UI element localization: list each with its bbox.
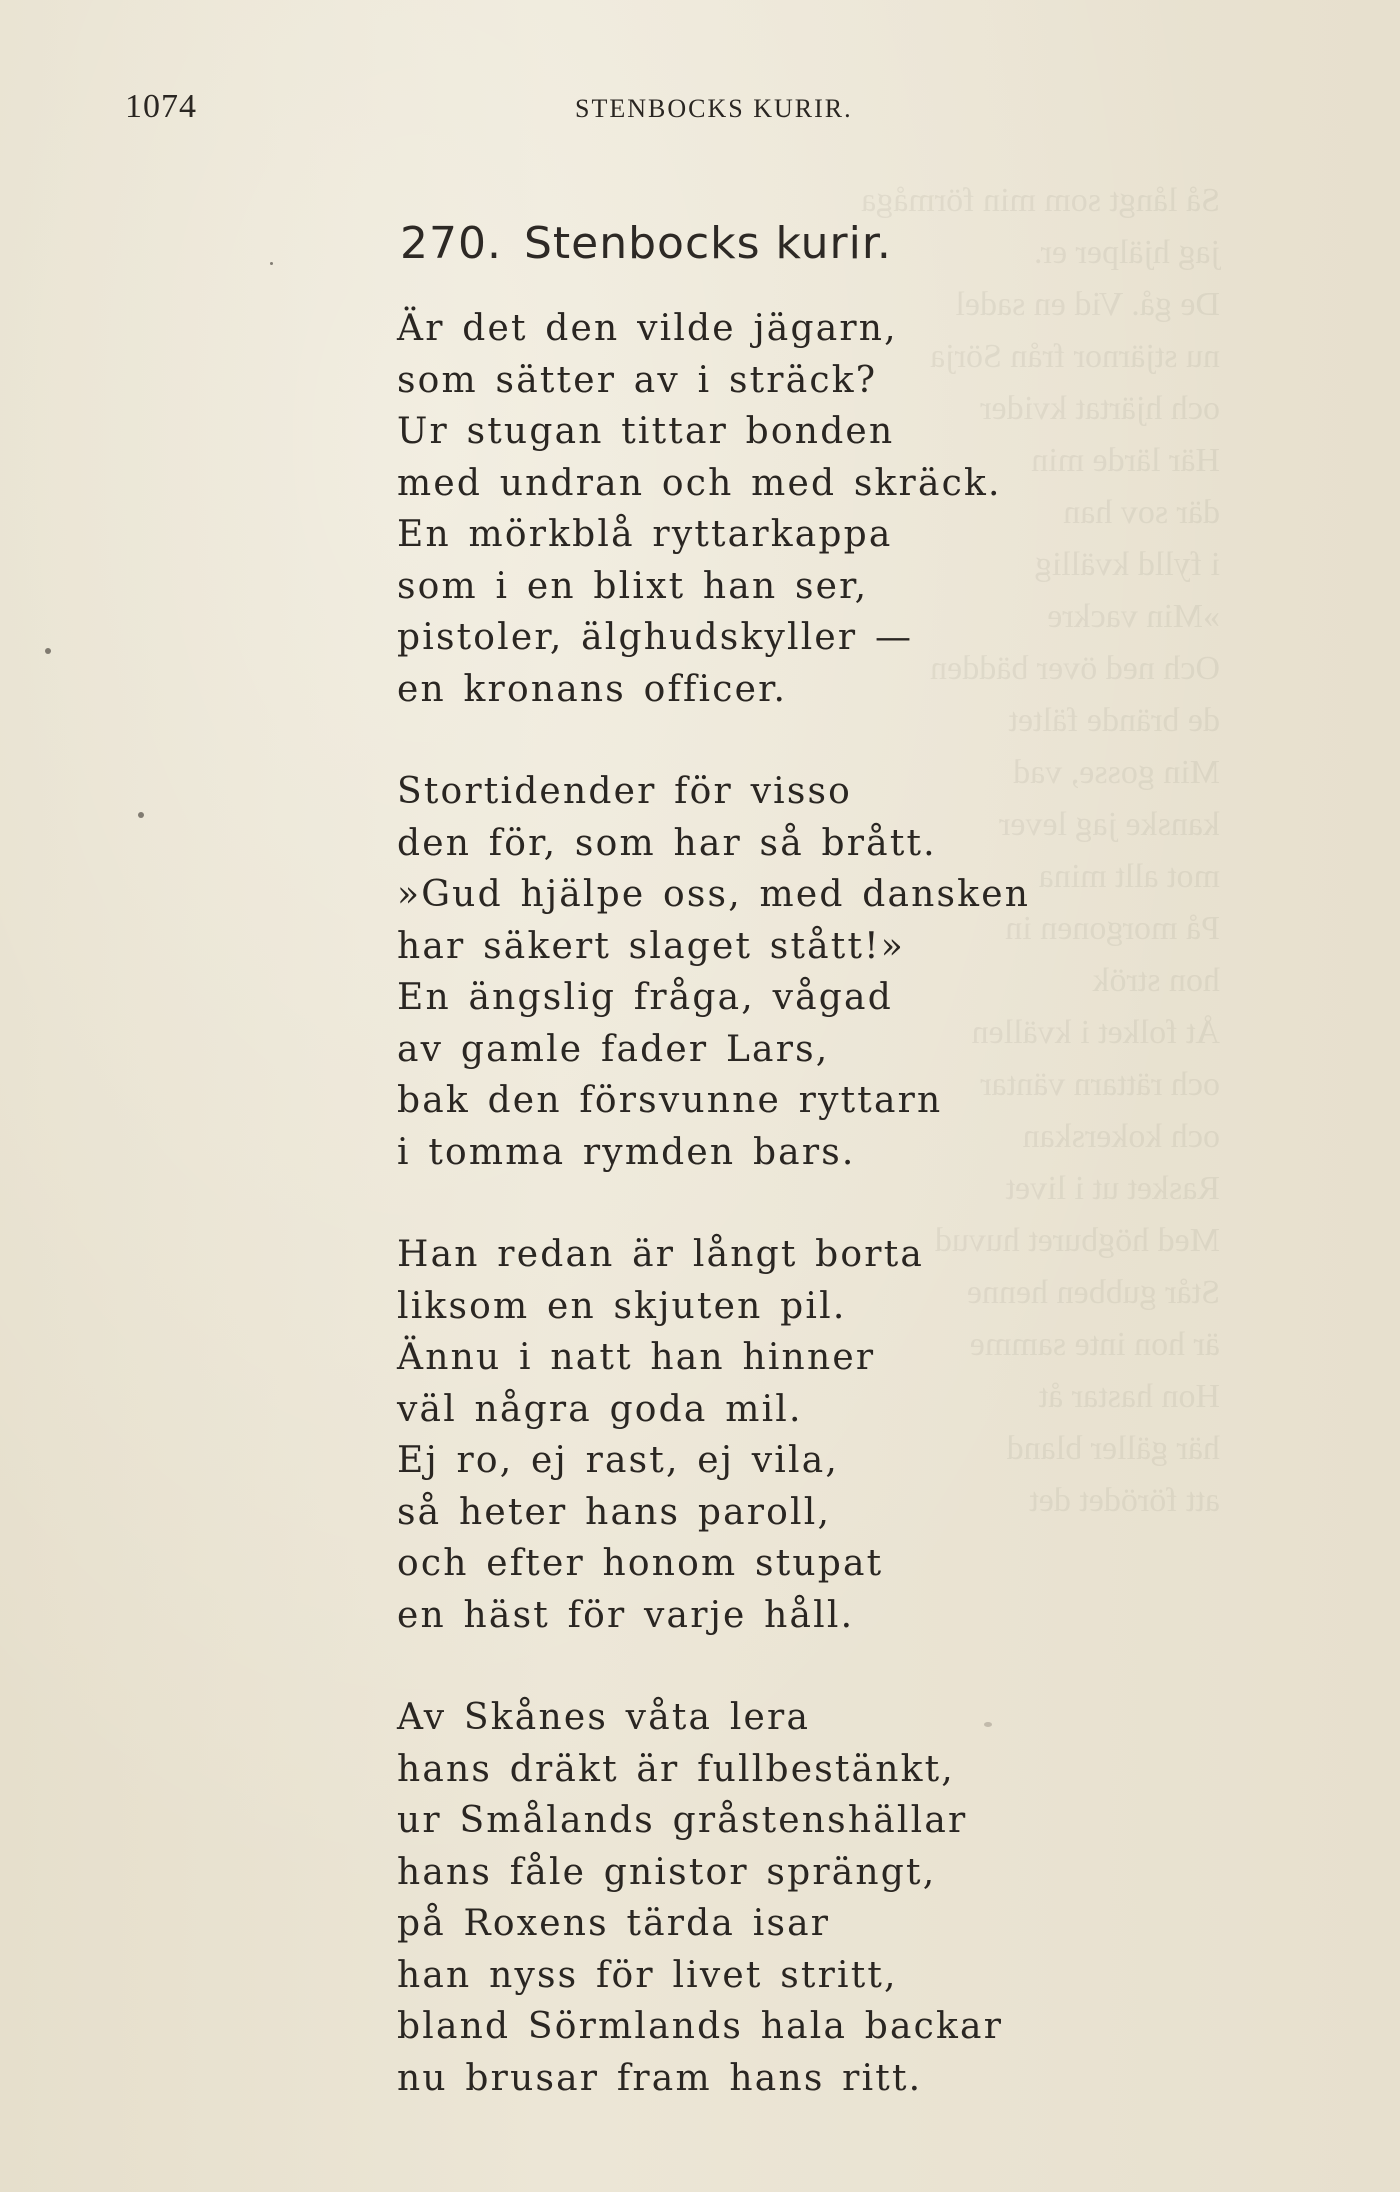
poem-body bbox=[397, 303, 1117, 2155]
verse-line: Ej ro, ej rast, ej vila, bbox=[397, 1440, 840, 1481]
verse-line: Är det den vilde jägarn, bbox=[397, 308, 898, 349]
stanza-4 bbox=[397, 1692, 1117, 2104]
verse-line: så heter hans paroll, bbox=[397, 1491, 832, 1533]
verse-line: i tomma rymden bars. bbox=[397, 1131, 856, 1173]
verse-line: bak den försvunne ryttarn bbox=[397, 1080, 943, 1121]
verse-line: och efter honom stupat bbox=[397, 1543, 884, 1584]
page-number: 1074 bbox=[125, 88, 197, 125]
bleed-through-texture: Så långt som min förmåga jag hjälper er. De gå. Vid en sadel nu stjärnor från Sörja och hjärtat kvider Här lärde min där sov han i fylld kvällig »Min vackre Och ned över bädden de brände fältet Min gosse, vad kanske jag lever mot allt mina På morgonen in hon strök Åt folket i kvällen och rättarn väntar och kokerskan Rasket ut i livet Med högburet huvud Står gubben henne är hon inte samme Hon hastar åt här gäller bland att förödet det bbox=[861, 182, 1220, 1519]
verse-line: en kronans officer. bbox=[397, 668, 788, 710]
verse-line: hans fåle gnistor sprängt, bbox=[397, 1851, 937, 1893]
verse-line: Av Skånes våta lera bbox=[397, 1697, 811, 1738]
stanza-3 bbox=[397, 1229, 1117, 1641]
verse-line: Ännu i natt han hinner bbox=[397, 1337, 876, 1378]
paper-speck bbox=[138, 812, 144, 818]
running-title: STENBOCKS KURIR. bbox=[575, 94, 853, 123]
verse-line: Stortidender för visso bbox=[397, 771, 853, 812]
verse-line: hans dräkt är fullbestänkt, bbox=[397, 1748, 955, 1790]
stanza-2 bbox=[397, 766, 1117, 1178]
stanza-1 bbox=[397, 303, 1117, 715]
verse-line: den för, som har så brått. bbox=[397, 822, 937, 864]
verse-line: ur Smålands gråstenshällar bbox=[397, 1800, 968, 1841]
verse-line: på Roxens tärda isar bbox=[397, 1903, 831, 1944]
running-head bbox=[125, 88, 1125, 128]
verse-line: pistoler, älghudskyller — bbox=[397, 617, 914, 658]
verse-line: som i en blixt han ser, bbox=[397, 565, 869, 607]
paper-speck bbox=[270, 262, 273, 265]
verse-line: har säkert slaget stått!» bbox=[397, 925, 906, 967]
verse-line: En mörkblå ryttarkappa bbox=[397, 514, 893, 555]
poem-heading bbox=[400, 218, 892, 269]
verse-line: Han redan är långt borta bbox=[397, 1234, 925, 1275]
verse-line: liksom en skjuten pil. bbox=[397, 1285, 847, 1327]
verse-line: han nyss för livet stritt, bbox=[397, 1954, 898, 1996]
paper-speck bbox=[45, 648, 51, 654]
verse-line: en häst för varje håll. bbox=[397, 1594, 855, 1636]
poem-title: Stenbocks kurir. bbox=[523, 218, 892, 269]
verse-line: väl några goda mil. bbox=[397, 1388, 803, 1430]
verse-line: En ängslig fråga, vågad bbox=[397, 977, 893, 1018]
verse-line: som sätter av i sträck? bbox=[397, 359, 878, 401]
verse-line: nu brusar fram hans ritt. bbox=[397, 2057, 923, 2099]
verse-line: bland Sörmlands hala backar bbox=[397, 2006, 1004, 2047]
verse-line: Ur stugan tittar bonden bbox=[397, 411, 895, 452]
verse-line: av gamle fader Lars, bbox=[397, 1028, 830, 1070]
verse-line: med undran och med skräck. bbox=[397, 462, 1002, 504]
verse-line: »Gud hjälpe oss, med dansken bbox=[397, 874, 1031, 915]
poem-number: 270. bbox=[400, 218, 502, 269]
paper-speck bbox=[984, 1722, 992, 1727]
